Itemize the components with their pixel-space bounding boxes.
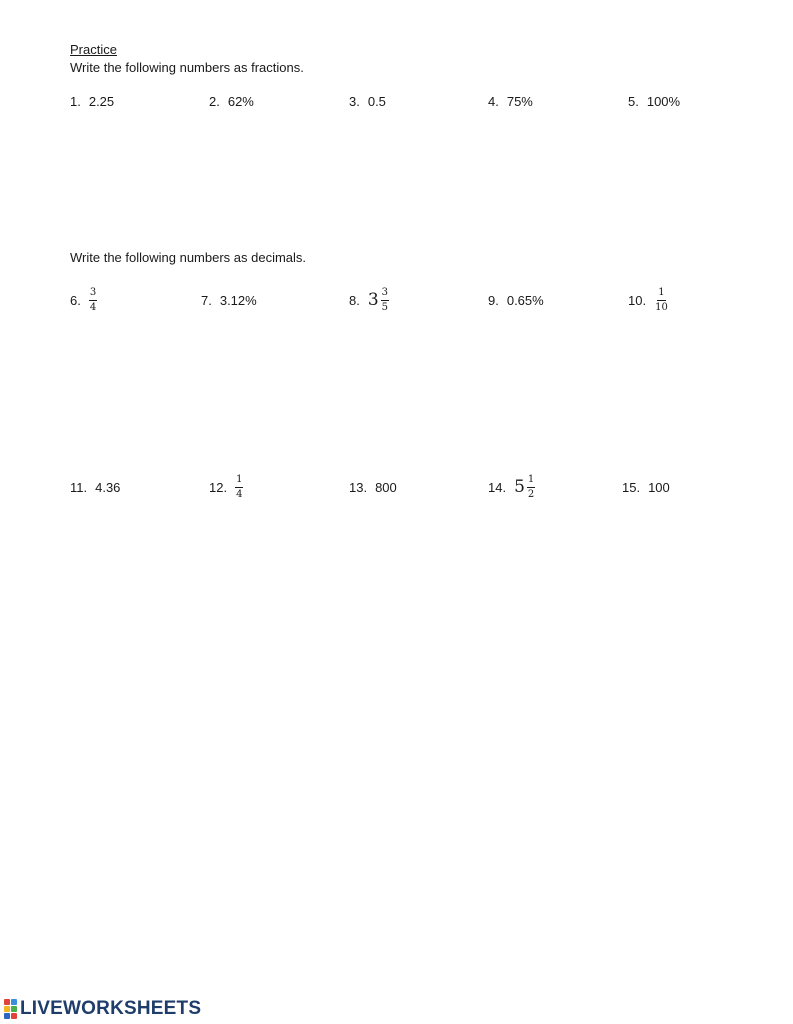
problem-6 [70, 280, 97, 320]
logo-tile [11, 1006, 17, 1012]
logo-tile [4, 1013, 10, 1019]
denominator: 2 [527, 488, 535, 500]
page-title: Practice [70, 42, 117, 57]
problem-row-3 [0, 467, 793, 507]
fraction [89, 287, 97, 314]
problem-value: 0.5 [367, 93, 386, 109]
fraction [654, 287, 669, 314]
denominator: 4 [89, 301, 97, 313]
logo-tile [11, 999, 17, 1005]
problem-value: 100% [646, 93, 681, 109]
problem-15 [622, 467, 670, 507]
problem-number: 13. [349, 479, 368, 495]
problem-number: 11. [70, 479, 88, 495]
problem-number: 12. [209, 479, 228, 495]
logo-tile [11, 1013, 17, 1019]
problem-value: 100 [648, 479, 670, 495]
whole-number: 5 [514, 477, 525, 497]
liveworksheets-logo [4, 996, 201, 1022]
problem-13 [349, 467, 397, 507]
problem-4 [488, 81, 533, 121]
problem-value: 2.25 [88, 93, 115, 109]
problem-number: 10. [628, 292, 647, 308]
fraction [527, 474, 535, 501]
problem-number: 7. [201, 292, 212, 308]
numerator: 1 [527, 474, 535, 488]
numerator: 3 [381, 287, 389, 301]
problem-number: 4. [488, 93, 499, 109]
problem-value: 800 [375, 479, 397, 495]
problem-value: 4.36 [95, 479, 121, 495]
problem-number: 3. [349, 93, 360, 109]
problem-12 [209, 467, 243, 507]
problem-8 [349, 280, 389, 320]
denominator: 10 [655, 301, 668, 313]
problem-number: 2. [209, 93, 220, 109]
fraction [381, 287, 389, 314]
problem-10 [628, 280, 669, 320]
logo-tile [4, 1006, 10, 1012]
problem-value: 62% [227, 93, 254, 109]
numerator: 3 [89, 287, 97, 301]
problem-number: 5. [628, 93, 639, 109]
whole-number: 3 [367, 290, 379, 310]
problem-value: 75% [506, 93, 533, 109]
numerator: 1 [657, 287, 665, 301]
problem-11 [70, 467, 120, 507]
problem-value: 0.65% [506, 292, 544, 308]
problem-number: 9. [488, 292, 499, 308]
instruction-fractions: Write the following numbers as fractions. [70, 60, 304, 75]
fraction [235, 474, 243, 501]
problem-value: 3.12% [219, 292, 257, 308]
problem-14 [488, 467, 535, 507]
problem-row-1 [0, 81, 793, 121]
logo-mark-icon [4, 999, 17, 1019]
problem-2 [209, 81, 254, 121]
denominator: 4 [236, 488, 243, 500]
problem-number: 8. [349, 292, 360, 308]
problem-row-2 [0, 280, 793, 320]
logo-tile [4, 999, 10, 1005]
instruction-decimals: Write the following numbers as decimals. [70, 250, 307, 265]
problem-3 [349, 81, 386, 121]
problem-7 [201, 280, 257, 320]
denominator: 5 [381, 301, 389, 313]
problem-number: 15. [622, 479, 641, 495]
brand-text: LIVEWORKSHEETS [20, 998, 202, 1019]
problem-number: 14. [488, 479, 507, 495]
numerator: 1 [235, 474, 243, 488]
problem-1 [70, 81, 114, 121]
problem-number: 1. [70, 93, 81, 109]
problem-5 [628, 81, 680, 121]
problem-9 [488, 280, 544, 320]
problem-number: 6. [70, 292, 81, 308]
